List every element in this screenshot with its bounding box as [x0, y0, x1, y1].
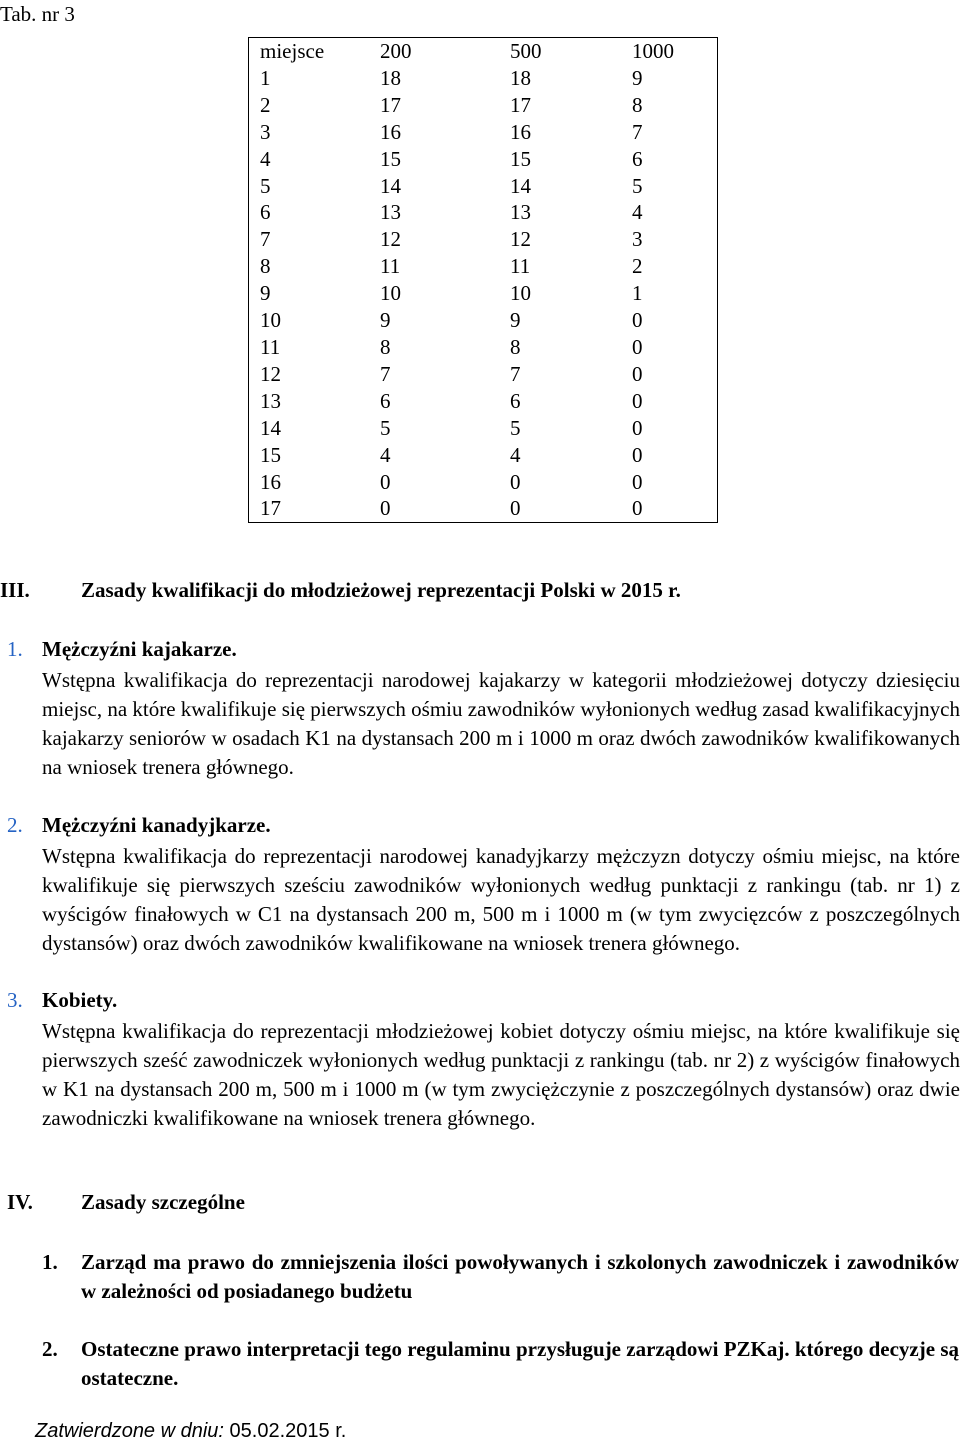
table-cell: 13: [260, 388, 281, 413]
table-cell: 8: [380, 334, 391, 359]
table-cell: 4: [260, 146, 271, 171]
table-cell: 13: [510, 200, 531, 225]
section-4-number: IV.: [7, 1190, 33, 1214]
table-cell: 18: [510, 65, 531, 90]
table-cell: 17: [260, 496, 281, 521]
table-cell: 0: [632, 334, 643, 359]
table-header-cell: 500: [510, 39, 542, 63]
table-cell: 6: [632, 146, 643, 171]
table-row: [249, 146, 718, 173]
table-cell: 16: [380, 119, 401, 144]
table-cell: 3: [260, 119, 271, 144]
table-row: [249, 361, 718, 388]
rule-1-number: 1.: [42, 1250, 58, 1274]
table-cell: 15: [510, 146, 531, 171]
table-row: [249, 226, 718, 253]
table-row: [249, 334, 718, 361]
table-cell: 4: [632, 200, 643, 225]
table-cell: 7: [510, 361, 521, 386]
item-2-text: Wstępna kwalifikacja do reprezentacji narodowej kanadyjkarzy mężczyzn dotyczy ośmiu miejsc, na które kwalifikuje się pierwszych sześciu zawodników wyłonionych według punktacji z rankingu (tab. nr 1) z wyścigów finałowych w C1 na dystansach 200 m, 500 m i 1000 m (w tym zwycięzców z poszczególnych dystansów) oraz dwóch zawodników kwalifikowane na wniosek trenera głównego.: [42, 844, 960, 955]
table-cell: 4: [510, 442, 521, 467]
table-row: [249, 253, 718, 280]
table-row: [249, 92, 718, 119]
approval-date: 05.02.2015 r.: [229, 1420, 347, 1442]
table-cell: 6: [380, 388, 391, 413]
item-2-number: 2.: [7, 813, 23, 837]
approval-label: Zatwierdzone w dniu:: [35, 1420, 224, 1442]
table-cell: 14: [510, 173, 531, 198]
table-cell: 11: [380, 254, 401, 279]
section-4-title: Zasady szczególne: [81, 1190, 245, 1214]
table-cell: 12: [380, 227, 401, 252]
table-row: [249, 388, 718, 415]
table-cell: 9: [510, 308, 521, 333]
table-row: [249, 307, 718, 334]
item-1-text: Wstępna kwalifikacja do reprezentacji narodowej kajakarzy w kategorii młodzieżowej dotyczy dziesięciu miejsc, na które kwalifikuje się pierwszych ośmiu zawodników wyłonionych według zasad kwalifikacyjnych kajakarzy seniorów w osadach K1 na dystansach 200 m i 1000 m oraz dwóch zawodników kwalifikowanych na wniosek trenera głównego.: [42, 668, 960, 779]
table-cell: 11: [510, 254, 531, 279]
table-cell: 12: [510, 227, 531, 252]
table-cell: 15: [260, 442, 281, 467]
table-cell: 0: [632, 496, 643, 521]
table-cell: 2: [632, 254, 643, 279]
table-cell: 18: [380, 65, 401, 90]
section-3-number: III.: [0, 578, 30, 602]
table-cell: 0: [632, 388, 643, 413]
table-cell: 5: [380, 415, 391, 440]
table-row: [249, 199, 718, 226]
table-header-row: [249, 38, 718, 65]
table-row: [249, 415, 718, 442]
item-2-title: Mężczyźni kanadyjkarze.: [42, 813, 271, 837]
table-cell: 9: [632, 65, 643, 90]
table-cell: 0: [632, 308, 643, 333]
table-row: [249, 442, 718, 469]
table-row: [249, 495, 718, 522]
table-cell: 3: [632, 227, 643, 252]
rule-2-text: Ostateczne prawo interpretacji tego regulaminu przysługuje zarządowi PZKaj. którego decyzje są ostateczne.: [81, 1337, 959, 1390]
table-cell: 4: [380, 442, 391, 467]
table-cell: 6: [260, 200, 271, 225]
table-title: Tab. nr 3: [0, 2, 75, 26]
section-3-title: Zasady kwalifikacji do młodzieżowej reprezentacji Polski w 2015 r.: [81, 578, 681, 602]
table-cell: 7: [632, 119, 643, 144]
points-table: [248, 37, 718, 523]
table-cell: 10: [380, 281, 401, 306]
table-cell: 0: [632, 361, 643, 386]
table-row: [249, 65, 718, 92]
table-cell: 14: [260, 415, 281, 440]
approval-footer: [35, 1420, 346, 1443]
table-row: [249, 469, 718, 496]
table-cell: 17: [380, 92, 401, 117]
table-cell: 10: [260, 308, 281, 333]
table-cell: 15: [380, 146, 401, 171]
table-cell: 14: [380, 173, 401, 198]
table-header-cell: 200: [380, 39, 412, 63]
table-row: [249, 280, 718, 307]
table-cell: 0: [380, 469, 391, 494]
table-cell: 2: [260, 92, 271, 117]
table-cell: 12: [260, 361, 281, 386]
table-row: [249, 119, 718, 146]
item-1-number: 1.: [7, 637, 23, 661]
table-cell: 10: [510, 281, 531, 306]
table-cell: 9: [380, 308, 391, 333]
table-cell: 0: [632, 442, 643, 467]
table-cell: 16: [510, 119, 531, 144]
table-cell: 0: [632, 469, 643, 494]
table-cell: 16: [260, 469, 281, 494]
table-header-cell: miejsce: [260, 39, 325, 63]
item-3-text: Wstępna kwalifikacja do reprezentacji młodzieżowej kobiet dotyczy ośmiu miejsc, na które kwalifikuje się pierwszych sześć zawodniczek wyłonionych według punktacji z rankingu (tab. nr 2) z wyścigów finałowych w K1 na dystansach 200 m, 500 m i 1000 m (w tym zwyciężczynie z poszczególnych dystansów) oraz dwie zawodniczki kwalifikowane na wniosek trenera głównego.: [42, 1019, 960, 1130]
table-cell: 0: [510, 469, 521, 494]
table-cell: 5: [260, 173, 271, 198]
table-cell: 8: [632, 92, 643, 117]
table-cell: 0: [632, 415, 643, 440]
table-cell: 7: [380, 361, 391, 386]
item-3-number: 3.: [7, 988, 23, 1012]
table-cell: 5: [632, 173, 643, 198]
table-cell: 9: [260, 281, 271, 306]
table-row: [249, 173, 718, 200]
item-3-title: Kobiety.: [42, 988, 118, 1012]
table-header-cell: 1000: [632, 39, 674, 63]
table-cell: 17: [510, 92, 531, 117]
table-cell: 8: [260, 254, 271, 279]
table-cell: 8: [510, 334, 521, 359]
table-cell: 6: [510, 388, 521, 413]
table-cell: 7: [260, 227, 271, 252]
table-cell: 0: [510, 496, 521, 521]
table-cell: 1: [260, 65, 271, 90]
item-1-title: Mężczyźni kajakarze.: [42, 637, 237, 661]
table-cell: 5: [510, 415, 521, 440]
table-cell: 1: [632, 281, 643, 306]
rule-2-number: 2.: [42, 1337, 58, 1361]
table-cell: 13: [380, 200, 401, 225]
table-cell: 11: [260, 334, 281, 359]
rule-1-text: Zarząd ma prawo do zmniejszenia ilości powoływanych i szkolonych zawodniczek i zawodników w zależności od posiadanego budżetu: [81, 1250, 959, 1303]
table-cell: 0: [380, 496, 391, 521]
